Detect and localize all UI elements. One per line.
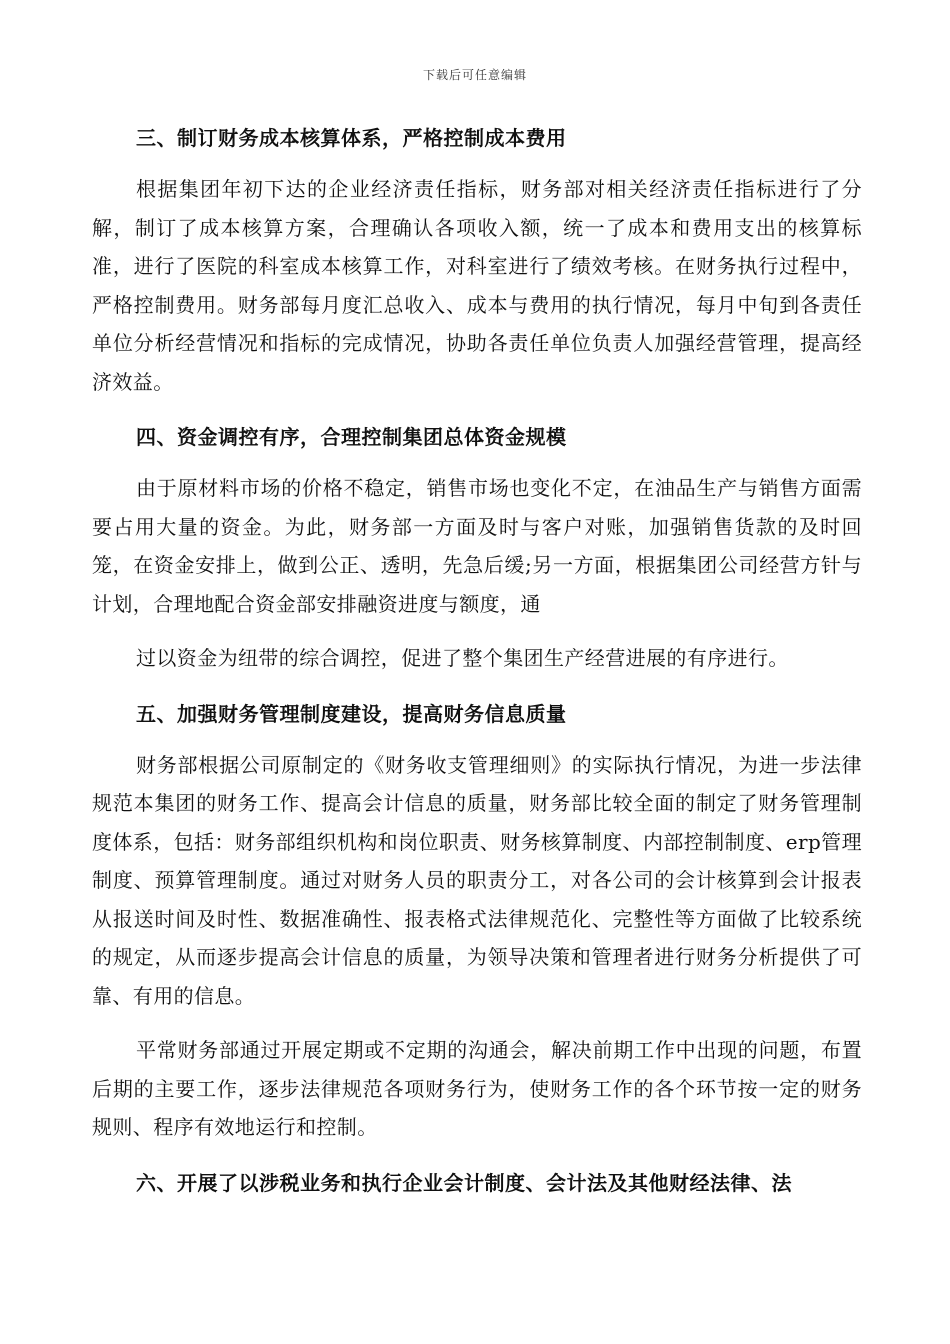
section-5-paragraph-2: 平常财务部通过开展定期或不定期的沟通会，解决前期工作中出现的问题，布置后期的主要工作，逐步法律规范各项财务行为，使财务工作的各个环节按一定的财务规则、程序有效地运行和控制。 <box>92 1038 862 1139</box>
section-heading-4: 四、资金调控有序，合理控制集团总体资金规模 <box>136 425 567 449</box>
section-heading-3: 三、制订财务成本核算体系，严格控制成本费用 <box>136 126 567 150</box>
section-4-paragraph-1: 由于原材料市场的价格不稳定，销售市场也变化不定，在油品生产与销售方面需要占用大量的资金。为此，财务部一方面及时与客户对账，加强销售货款的及时回笼，在资金安排上，做到公正、透明，先急后缓;另一方面，根据集团公司经营方针与计划，合理地配合资金部安排融资进度与额度，通 <box>92 476 862 616</box>
section-5-paragraph-1: 财务部根据公司原制定的《财务收支管理细则》的实际执行情况，为进一步法律规范本集团的财务工作、提高会计信息的质量，财务部比较全面的制定了财务管理制度体系，包括：财务部组织机构和岗位职责、财务核算制度、内部控制制度、erp管理制度、预算管理制度。通过对财务人员的职责分工，对各公司的会计核算到会计报表从报送时间及时性、数据准确性、报表格式法律规范化、完整性等方面做了比较系统的规定，从而逐步提高会计信息的质量，为领导决策和管理者进行财务分析提供了可靠、有用的信息。 <box>92 752 862 1008</box>
section-3-paragraph-1: 根据集团年初下达的企业经济责任指标，财务部对相关经济责任指标进行了分解，制订了成本核算方案，合理确认各项收入额，统一了成本和费用支出的核算标准，进行了医院的科室成本核算工作，对科室进行了绩效考核。在财务执行过程中，严格控制费用。财务部每月度汇总收入、成本与费用的执行情况，每月中旬到各责任单位分析经营情况和指标的完成情况，协助各责任单位负责人加强经营管理，提高经济效益。 <box>92 177 862 394</box>
section-4-paragraph-2: 过以资金为纽带的综合调控，促进了整个集团生产经营进展的有序进行。 <box>136 646 789 670</box>
section-heading-6: 六、开展了以涉税业务和执行企业会计制度、会计法及其他财经法律、法 <box>136 1170 792 1195</box>
header-note: 下载后可任意编辑 <box>422 68 527 82</box>
section-heading-5: 五、加强财务管理制度建设，提高财务信息质量 <box>136 701 567 726</box>
document-body <box>92 118 862 1203</box>
